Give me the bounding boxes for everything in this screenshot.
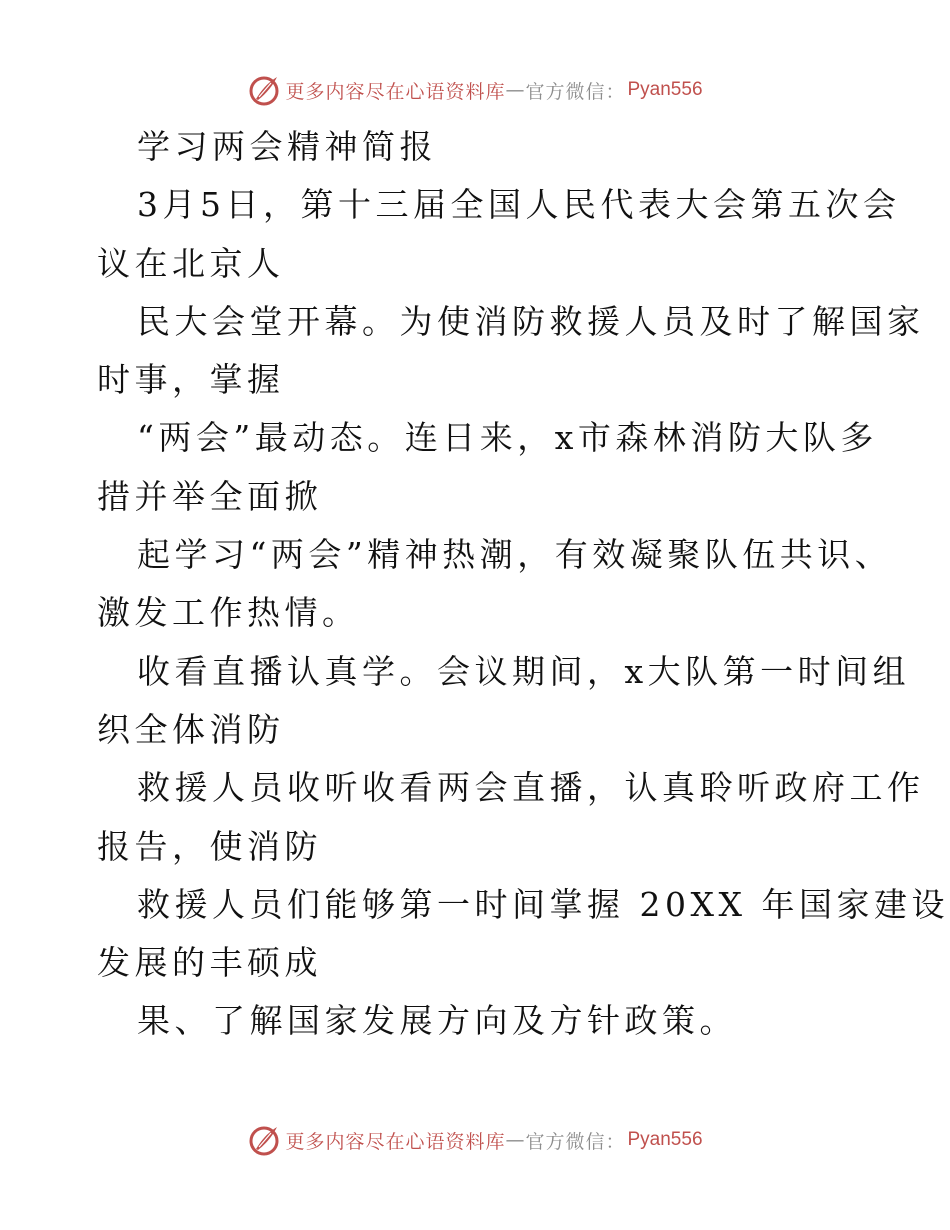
document-line: “两会”最动态。连日来，x市森林消防大队多 xyxy=(137,418,878,458)
feather-pen-logo-icon xyxy=(247,1123,281,1157)
document-line: 果、了解国家发展方向及方针政策。 xyxy=(137,1001,737,1041)
header-watermark xyxy=(0,70,950,110)
document-line: 民大会堂开幕。为使消防救援人员及时了解国家 xyxy=(137,301,925,341)
document-line: 救援人员收听收看两会直播，认真聆听政府工作 xyxy=(137,768,925,808)
document-line: 议在北京人 xyxy=(97,243,285,283)
document-line: 时事，掌握 xyxy=(97,360,285,400)
document-line: 织全体消防 xyxy=(97,709,285,749)
document-line: 激发工作热情。 xyxy=(97,593,360,633)
watermark-dash: — xyxy=(505,1129,526,1151)
document-line: 报告，使消防 xyxy=(97,826,322,866)
watermark-wechat-label: 官方微信： xyxy=(525,1130,626,1153)
watermark-site-text: 更多内容尽在心语资料库 xyxy=(285,1130,506,1153)
footer-watermark xyxy=(0,1120,950,1160)
feather-pen-logo-icon xyxy=(247,73,281,107)
document-body xyxy=(97,118,949,1051)
document-line: 措并举全面掀 xyxy=(97,476,322,516)
watermark-dash: — xyxy=(505,79,526,101)
watermark-wechat-label: 官方微信： xyxy=(525,80,626,103)
document-line: 3月5日，第十三届全国人民代表大会第五次会 xyxy=(137,185,901,225)
watermark-wechat-id: Pyan556 xyxy=(627,1129,703,1150)
document-line: 救援人员们能够第一时间掌握 20XX 年国家建设 xyxy=(137,884,949,924)
watermark-wechat-id: Pyan556 xyxy=(627,79,703,100)
document-line: 收看直播认真学。会议期间，x大队第一时间组 xyxy=(137,651,911,691)
watermark-site-text: 更多内容尽在心语资料库 xyxy=(285,80,506,103)
document-line: 发展的丰硕成 xyxy=(97,943,322,983)
document-title: 学习两会精神简报 xyxy=(137,127,437,166)
document-line: 起学习“两会”精神热潮，有效凝聚队伍共识、 xyxy=(137,535,893,575)
